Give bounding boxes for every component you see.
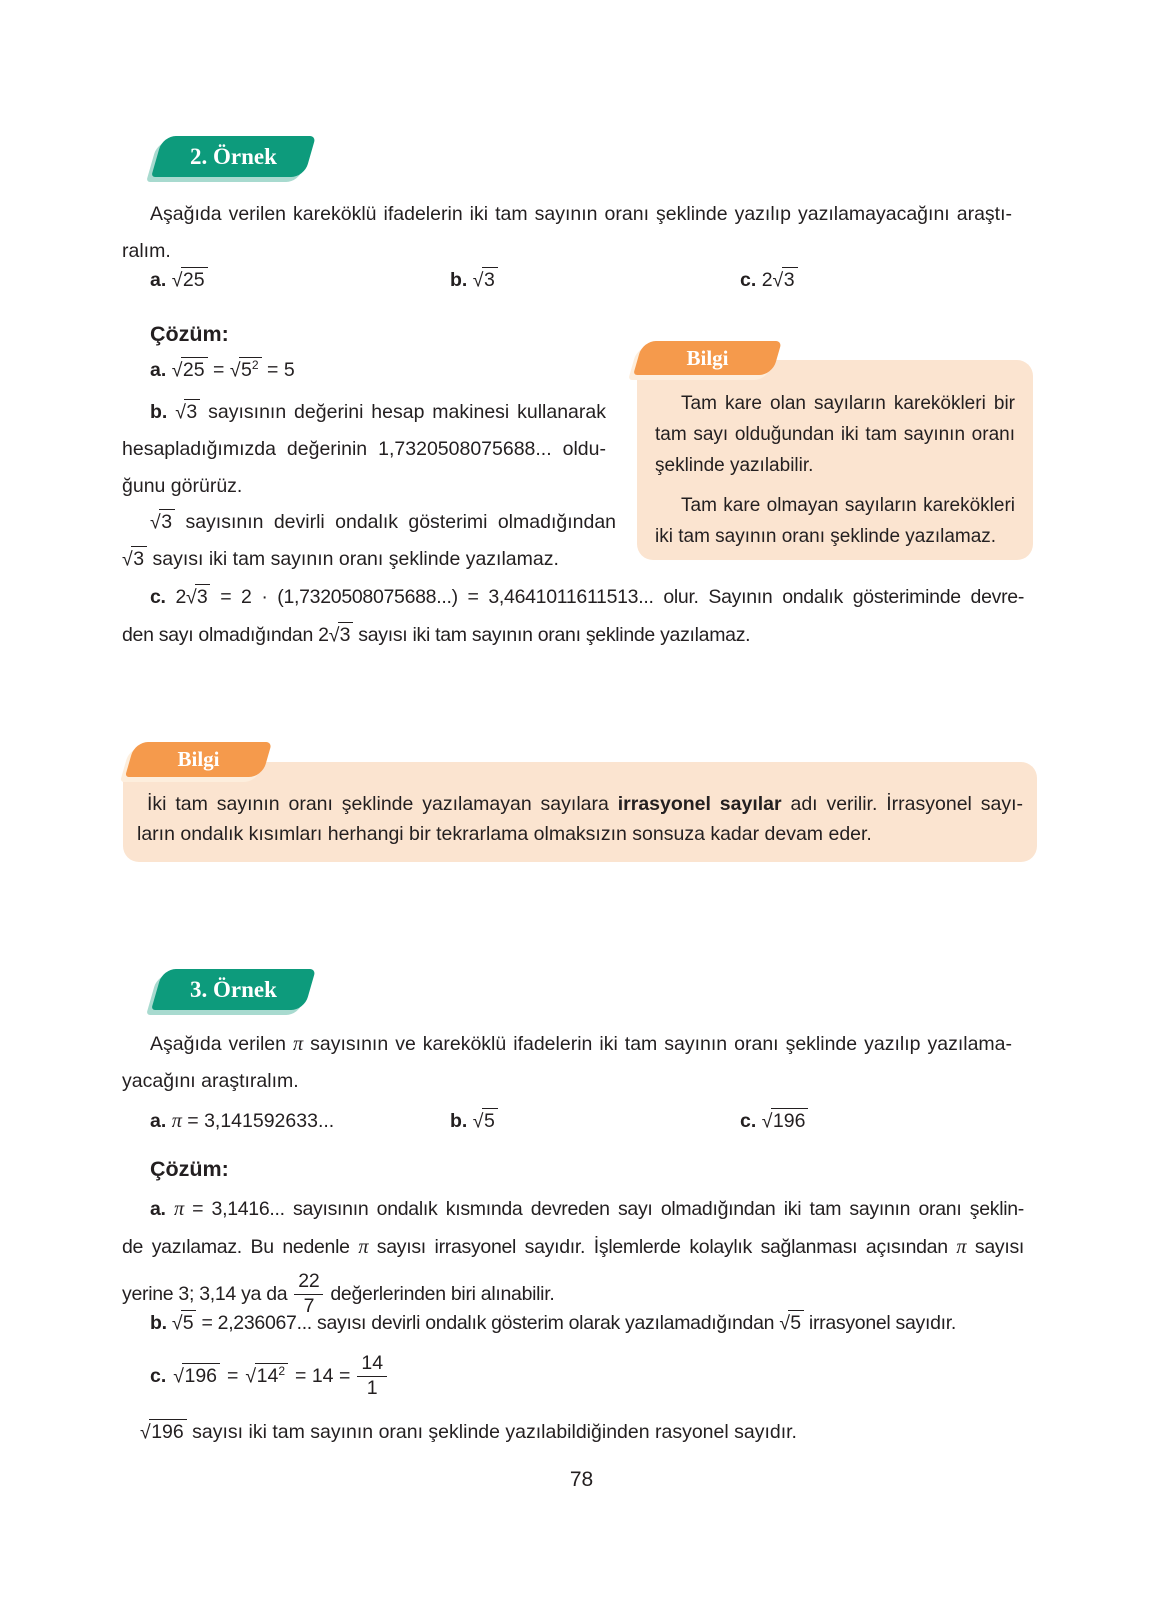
radical-sign: √	[140, 1421, 151, 1444]
text: sayısı iki tam sayının oranı şeklinde yazılabildiğinden rasyonel sayıdır.	[192, 1421, 797, 1443]
text: = 2,236067... sayısı devirli ondalık gösterim olarak yazılamadığından	[201, 1312, 775, 1334]
sqrt-5-squared	[230, 352, 262, 389]
radical-sign: √	[245, 1365, 257, 1387]
radical-sign: √	[171, 269, 183, 292]
base: 14	[256, 1364, 279, 1387]
item-b-label: b.	[450, 269, 468, 291]
sqrt-3	[186, 578, 210, 616]
item-c	[740, 1103, 808, 1140]
coefficient: 2	[318, 624, 329, 646]
info-box-side-content	[637, 360, 1033, 552]
denominator: 1	[366, 1376, 378, 1399]
example-2-items	[0, 262, 1163, 302]
equals-sign: =	[213, 359, 225, 381]
text: de yazılamaz. Bu nedenle	[122, 1236, 350, 1258]
sqrt-3	[473, 262, 498, 299]
radical-sign: √	[229, 359, 241, 382]
pi-symbol: π	[956, 1236, 967, 1258]
text: sayısı iki tam sayının oranı şeklinde yazılamaz.	[152, 548, 559, 570]
radicand: 5	[788, 1310, 804, 1334]
sqrt-3	[150, 504, 175, 541]
radical-sign: √	[171, 359, 183, 382]
intro-line-2: ralım.	[122, 240, 171, 262]
text: adı verilir. İrrasyonel sayı-	[790, 793, 1023, 815]
base: 5	[241, 359, 252, 381]
sqrt-3	[122, 541, 147, 578]
solution-2b-line-3: ğunu görürüz.	[122, 475, 243, 497]
solution-heading-3: Çözüm:	[150, 1157, 229, 1181]
info-paragraph-1: Tam kare olan sayıların karekökleri bir tam sayı olduğundan iki tam sayının oranı şeklinde yazılabilir.	[655, 393, 1015, 476]
page-number: 78	[569, 1468, 594, 1491]
equals-sign: =	[227, 1364, 239, 1387]
solution-3a-line-1	[122, 1190, 1024, 1228]
intro-line-1: Aşağıda verilen kareköklü ifadelerin iki tam sayının oranı şeklinde yazılıp yazılamayacağını araştı-	[150, 203, 1012, 225]
radical-sign: √	[328, 624, 340, 647]
item-b	[450, 1103, 498, 1140]
pi-value: = 3,141592633...	[187, 1110, 335, 1132]
sqrt-196	[762, 1103, 809, 1140]
item-b-label: b.	[450, 1110, 468, 1132]
solution-3c-label: c.	[150, 1364, 167, 1387]
text: = 2 · (1,7320508075688...) = 3,4641011611513... olur. Sayının ondalık gösteriminde devre-	[220, 586, 1025, 608]
sqrt-3	[329, 616, 353, 654]
info-box-side	[637, 360, 1033, 560]
solution-2a-label: a.	[150, 359, 167, 381]
item-c-label: c.	[740, 269, 757, 291]
radicand: 3	[482, 267, 498, 291]
solution-2b-label: b.	[150, 401, 168, 423]
sqrt-14-squared	[245, 1358, 288, 1395]
solution-2c-line-1	[122, 578, 1024, 616]
radical-sign: √	[150, 511, 161, 534]
text: İki tam sayının oranı şeklinde yazılamayan sayılara	[147, 793, 609, 815]
solution-2b-para-2	[122, 504, 616, 578]
intro-line-2: yacağını araştıralım.	[122, 1070, 299, 1092]
sqrt-5	[779, 1303, 803, 1343]
exponent: 2	[251, 358, 259, 372]
text: sayısının değerini hesap makinesi kullanarak	[208, 401, 606, 423]
radical-sign: √	[175, 401, 186, 424]
pi-symbol: π	[171, 1110, 182, 1132]
radicand: 3	[184, 399, 200, 423]
text: sayısı irrasyonel sayıdır. İşlemlerde kolaylık sağlanması açısından	[376, 1236, 948, 1258]
numerator: 14	[357, 1353, 387, 1377]
radicand: 5	[482, 1108, 498, 1132]
example-2-intro	[122, 196, 1012, 270]
text: sayısının devirli ondalık gösterimi olmadığından	[185, 511, 617, 533]
solution-2a	[150, 352, 295, 389]
info-badge-side-label: Bilgi	[686, 345, 729, 370]
radicand: 3	[195, 584, 211, 608]
sqrt-196	[140, 1413, 187, 1451]
solution-3a-label: a.	[150, 1198, 166, 1220]
solution-2c-line-2	[122, 616, 1024, 654]
example-3-intro	[122, 1026, 1012, 1100]
radical-sign: √	[122, 548, 133, 571]
coefficient: 2	[175, 586, 186, 608]
text: değerlerinden biri alınabilir.	[330, 1283, 555, 1305]
result: = 5	[267, 359, 295, 381]
info-badge-main	[130, 742, 267, 777]
exponent: 2	[278, 1363, 286, 1378]
sqrt-3	[175, 394, 200, 431]
item-a	[150, 1103, 334, 1140]
sqrt-5	[172, 1303, 196, 1343]
text: yerine 3; 3,14 ya da	[122, 1283, 288, 1305]
radicand: 196	[771, 1108, 809, 1132]
text: den sayı olmadığından	[122, 624, 314, 646]
coefficient: 2	[761, 269, 773, 291]
text: sayısı iki tam sayının oranı şeklinde yazılamaz.	[358, 624, 751, 646]
pi-symbol: π	[173, 1198, 184, 1220]
radicand	[239, 357, 262, 381]
text: = 3,1416... sayısının ondalık kısmında devreden sayı olmadığından iki tam sayının oranı şeklin-	[192, 1198, 1025, 1220]
radical-sign: √	[761, 1110, 773, 1133]
pi-symbol: π	[358, 1236, 369, 1258]
info-badge-side	[638, 341, 777, 375]
intro-line-1	[122, 1026, 1012, 1063]
line	[122, 504, 616, 541]
radical-sign: √	[772, 269, 784, 292]
key-term: irrasyonel sayılar	[617, 793, 782, 815]
denominator: 7	[303, 1294, 315, 1317]
sqrt-25	[172, 262, 208, 299]
radical-sign: √	[472, 269, 484, 292]
radicand: 196	[149, 1419, 187, 1443]
example-2-badge-label: 2. Örnek	[190, 143, 277, 169]
solution-heading-2: Çözüm:	[150, 322, 229, 346]
example-2-badge	[157, 136, 310, 177]
text: irrasyonel sayıdır.	[808, 1312, 957, 1334]
radicand: 3	[338, 622, 354, 646]
radical-sign: √	[171, 1312, 183, 1335]
solution-2b-line-2: hesapladığımızda değerinin 1,7320508075688... oldu-	[122, 438, 606, 460]
radical-sign: √	[173, 1365, 184, 1387]
text: Aşağıda verilen	[150, 1033, 286, 1055]
radicand: 25	[181, 267, 208, 291]
item-c-label: c.	[740, 1110, 757, 1132]
radicand: 3	[159, 509, 175, 533]
text: sayısı	[974, 1236, 1025, 1258]
pi-symbol: π	[293, 1033, 304, 1055]
solution-3b-label: b.	[150, 1312, 167, 1334]
radicand	[255, 1363, 288, 1387]
radicand: 3	[131, 546, 147, 570]
sqrt-25	[172, 352, 208, 389]
radical-sign: √	[779, 1312, 790, 1335]
example-3-items	[0, 1103, 1163, 1143]
item-a-label: a.	[150, 269, 167, 291]
equals-result: = 14 =	[295, 1364, 351, 1387]
solution-3a-line-2	[122, 1228, 1024, 1266]
item-c	[740, 262, 798, 299]
solution-3b-line	[122, 1303, 1024, 1343]
solution-3c	[150, 1350, 387, 1402]
radicand: 5	[181, 1310, 197, 1334]
example-3-conclusion	[140, 1413, 1040, 1451]
fraction-14-1	[357, 1353, 387, 1400]
example-3-badge-label: 3. Örnek	[190, 976, 277, 1002]
text: sayısının ve kareköklü ifadelerin iki tam sayının oranı şeklinde yazılıp yazılama-	[310, 1033, 1012, 1055]
radical-sign: √	[185, 586, 197, 609]
line	[122, 541, 616, 578]
sqrt-5	[473, 1103, 498, 1140]
solution-2c-label: c.	[150, 586, 166, 608]
solution-2b	[122, 394, 606, 505]
radical-sign: √	[472, 1110, 484, 1133]
example-3-badge	[157, 969, 310, 1010]
solution-2b-line-1	[122, 394, 606, 431]
sqrt-3	[773, 262, 798, 299]
solution-3c-line	[150, 1350, 387, 1402]
info-main-line-2: ların ondalık kısımları herhangi bir tekrarlama olmaksızın sonsuza kadar devam eder.	[137, 823, 872, 845]
radicand: 25	[181, 357, 208, 381]
info-box-main	[123, 762, 1037, 862]
info-paragraph-2: Tam kare olmayan sayıların karekökleri iki tam sayının oranı şeklinde yazılamaz.	[655, 495, 1015, 547]
info-badge-main-label: Bilgi	[177, 747, 220, 771]
radicand: 196	[182, 1363, 220, 1387]
item-b	[450, 262, 498, 299]
info-main-line-1	[137, 789, 1023, 819]
item-a-label: a.	[150, 1110, 167, 1132]
solution-3b	[122, 1303, 1024, 1343]
radicand: 3	[782, 267, 798, 291]
item-a	[150, 262, 208, 299]
sqrt-196	[173, 1358, 220, 1395]
numerator: 22	[294, 1271, 323, 1295]
solution-2c	[122, 578, 1024, 654]
